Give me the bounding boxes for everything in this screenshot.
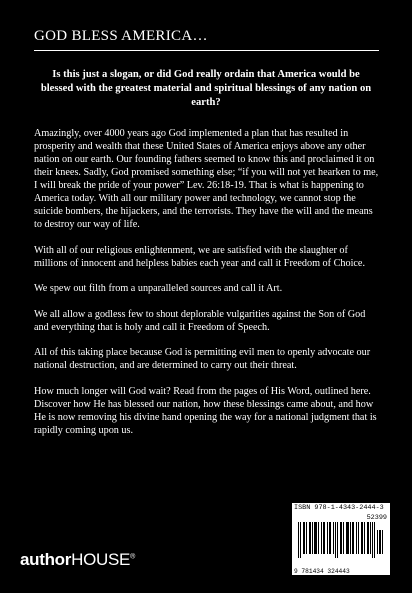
paragraph: Amazingly, over 4000 years ago God implemented a plan that has resulted in prosperity and wealth that these United States of America enjoys above any other nation on our earth. Our founding fathers seemed to know this and proclaimed it on their knees. Sadly, God promised something else; “if you will not yet hearken to me, I will break the pride of your power” Lev. 26:18-19. That is what is happening to America today. With all our military power and technology, we cannot stop the suicide bombers, the hijackers, and the terrorists. They have the will and the means to destroy our way of life. bbox=[34, 128, 379, 230]
publisher-name-regular: HOUSE bbox=[71, 550, 131, 569]
isbn-number: ISBN 978-1-4343-2444-3 bbox=[294, 504, 384, 512]
barcode-bars-icon bbox=[296, 513, 386, 565]
registered-mark: ® bbox=[130, 553, 135, 561]
title-divider bbox=[34, 50, 379, 51]
paragraph: All of this taking place because God is permitting evil men to openly advocate our national destruction, and are determined to carry out their threat. bbox=[34, 347, 371, 371]
publisher-name-bold: author bbox=[20, 550, 72, 569]
lead-question: Is this just a slogan, or did God really ordain that America would be blessed with the greatest material and spiritual blessings of any nation on earth? bbox=[40, 69, 372, 108]
isbn-barcode bbox=[292, 503, 390, 575]
blurb-body bbox=[34, 127, 382, 449]
paragraph: With all of our religious enlightenment, we are satisfied with the slaughter of millions of innocent and helpless babies each year and call it Freedom of Choice. bbox=[34, 244, 365, 269]
barcode-digits: 9 781434 324443 bbox=[294, 568, 350, 575]
publisher-logo bbox=[20, 550, 135, 570]
cover-title: GOD BLESS AMERICA… bbox=[34, 28, 208, 44]
paragraph: How much longer will God wait? Read from the pages of His Word, outlined here. Discover how He has blessed our nation, how these blessings came about, and how He is now removing his divine hand opening the way for a national judgment that is rapidly coming upon us. bbox=[34, 385, 377, 436]
paragraph: We spew out filth from a unparalleled sources and call it Art. bbox=[34, 283, 283, 294]
paragraph: We all allow a godless few to shout deplorable vulgarities against the Son of God and everything that is holy and call it Freedom of Speech. bbox=[34, 308, 366, 333]
price-code: 52399 bbox=[366, 514, 387, 522]
